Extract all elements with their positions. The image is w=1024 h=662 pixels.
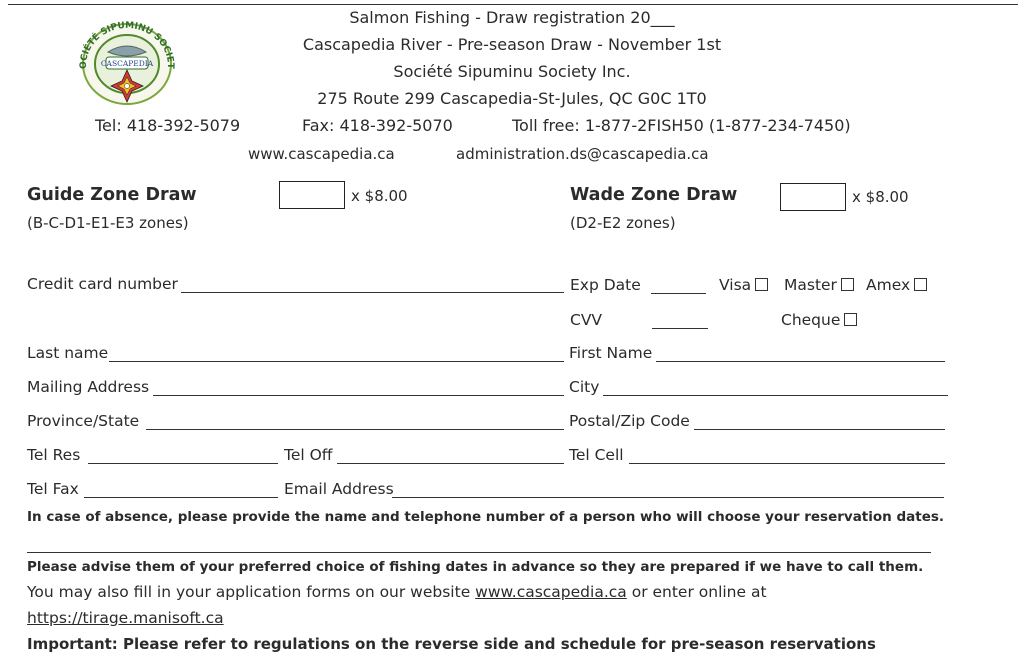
postal-code-label: Postal/Zip Code: [569, 412, 690, 430]
visa-option[interactable]: [719, 276, 768, 294]
guide-zone-price: x $8.00: [351, 187, 408, 205]
credit-card-label: Credit card number: [27, 275, 178, 293]
wade-zone-quantity-box[interactable]: [780, 183, 846, 211]
tel-cell-label: Tel Cell: [569, 446, 624, 464]
header-tel: Tel: 418-392-5079: [95, 116, 241, 135]
tel-fax-field[interactable]: [84, 497, 278, 498]
cvv-label: CVV: [570, 311, 603, 329]
guide-zone-quantity-box[interactable]: [279, 181, 345, 209]
tel-cell-field[interactable]: [629, 463, 945, 464]
logo-ring-text: OCIÉTÉ SIPUMINU SOCIET: [78, 20, 176, 70]
master-checkbox[interactable]: [841, 278, 854, 291]
city-field[interactable]: [603, 395, 948, 396]
online-prefix: You may also fill in your application forms on our website: [27, 583, 476, 601]
cheque-option[interactable]: [781, 311, 857, 329]
cheque-label: Cheque: [781, 311, 841, 329]
advise-note: Please advise them of your preferred choice of fishing dates in advance so they are prepared if we have to call them.: [27, 559, 924, 575]
online-website-link[interactable]: www.cascapedia.ca: [475, 583, 627, 601]
amex-option[interactable]: [866, 276, 927, 294]
master-label: Master: [784, 276, 837, 294]
header-fax: Fax: 418-392-5070: [302, 116, 453, 135]
important-note: Important: Please refer to regulations on the reverse side and schedule for pre-season reservations: [27, 635, 876, 653]
credit-card-field[interactable]: [181, 292, 564, 293]
province-label: Province/State: [27, 412, 140, 430]
tel-res-field[interactable]: [88, 463, 278, 464]
header-title: Salmon Fishing - Draw registration 20___: [349, 8, 675, 27]
online-note: [27, 583, 767, 601]
logo-center-text: CASCAPEDIA: [100, 59, 154, 68]
mailing-address-label: Mailing Address: [27, 378, 150, 396]
guide-zone-zones: (B-C-D1-E1-E3 zones): [27, 214, 189, 232]
header-email[interactable]: administration.ds@cascapedia.ca: [456, 145, 709, 163]
absence-contact-field[interactable]: [27, 552, 931, 553]
postal-code-field[interactable]: [694, 429, 945, 430]
exp-date-label: Exp Date: [570, 276, 641, 294]
wade-zone-zones: (D2-E2 zones): [570, 214, 676, 232]
header-organization: Société Sipuminu Society Inc.: [393, 62, 631, 81]
tel-res-label: Tel Res: [27, 446, 81, 464]
last-name-label: Last name: [27, 344, 109, 362]
wade-zone-price: x $8.00: [852, 188, 909, 206]
master-option[interactable]: [784, 276, 854, 294]
cvv-field[interactable]: [652, 328, 708, 329]
tel-fax-label: Tel Fax: [27, 480, 79, 498]
absence-note: In case of absence, please provide the name and telephone number of a person who will choose your reservation dates.: [27, 509, 945, 525]
mailing-address-field[interactable]: [153, 395, 564, 396]
email-address-field[interactable]: [392, 497, 944, 498]
exp-date-field[interactable]: [651, 293, 706, 294]
province-field[interactable]: [146, 429, 564, 430]
online-url-link[interactable]: https://tirage.manisoft.ca: [27, 609, 224, 627]
visa-checkbox[interactable]: [755, 278, 768, 291]
first-name-field[interactable]: [656, 361, 945, 362]
header-address: 275 Route 299 Cascapedia-St-Jules, QC G0C 1T0: [317, 89, 707, 108]
header-website[interactable]: www.cascapedia.ca: [248, 145, 395, 163]
last-name-field[interactable]: [109, 361, 564, 362]
tel-off-label: Tel Off: [284, 446, 333, 464]
visa-label: Visa: [719, 276, 752, 294]
header-subtitle: Cascapedia River - Pre-season Draw - November 1st: [302, 35, 722, 54]
header-tollfree: Toll free: 1-877-2FISH50 (1-877-234-7450): [512, 116, 851, 135]
city-label: City: [569, 378, 600, 396]
cheque-checkbox[interactable]: [844, 313, 857, 326]
email-address-label: Email Address: [284, 480, 394, 498]
online-suffix: or enter online at: [626, 583, 767, 601]
amex-label: Amex: [866, 276, 911, 294]
wade-zone-title: Wade Zone Draw: [570, 185, 738, 205]
first-name-label: First Name: [569, 344, 653, 362]
guide-zone-title: Guide Zone Draw: [27, 185, 197, 205]
tel-off-field[interactable]: [337, 463, 564, 464]
amex-checkbox[interactable]: [914, 278, 927, 291]
top-border: [8, 4, 1018, 5]
